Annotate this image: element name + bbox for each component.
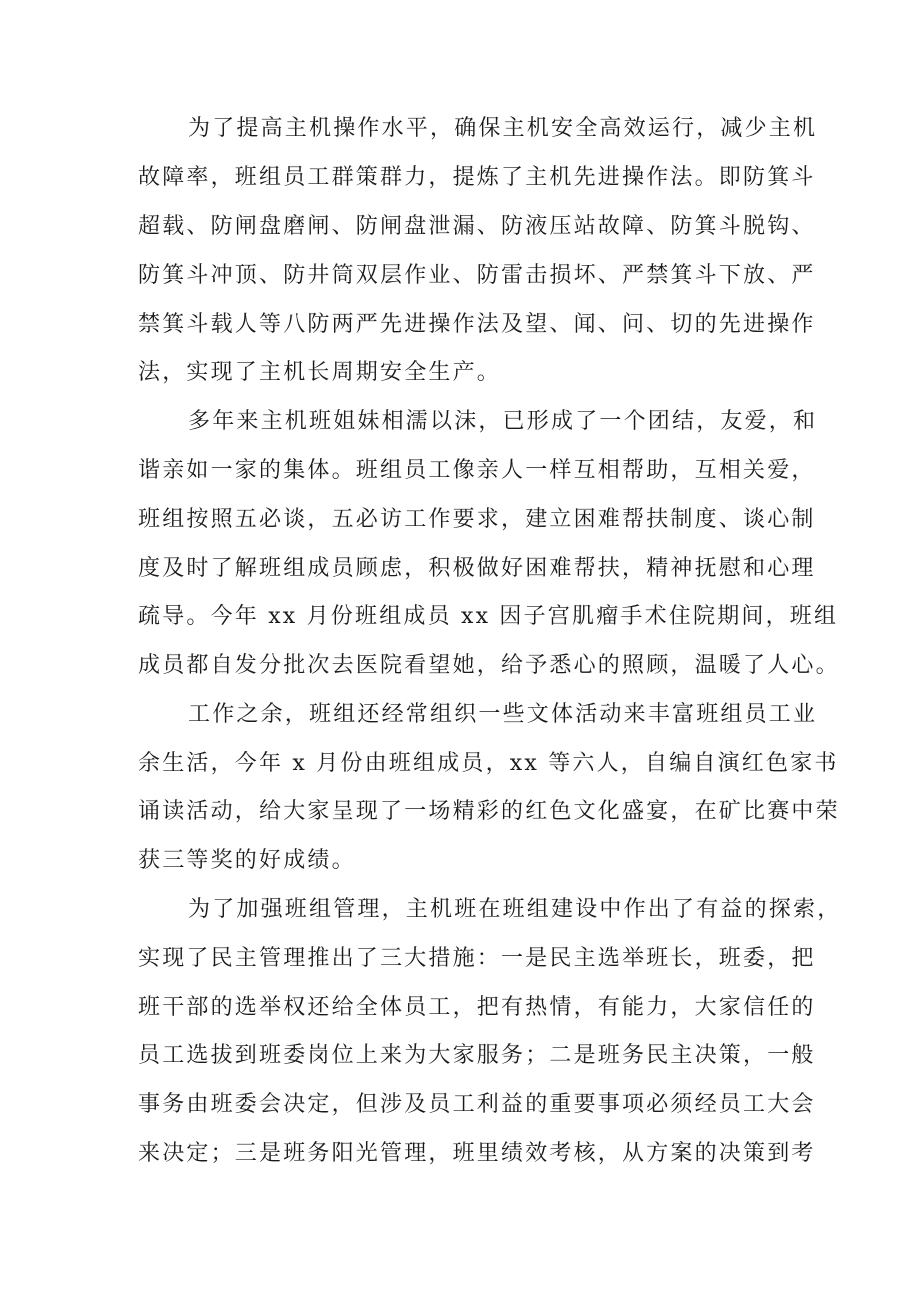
paragraph-4-line-2: 实现了民主管理推出了三大措施：一是民主选举班长，班委，把	[138, 946, 816, 971]
paragraph-1-line-5: 禁箕斗载人等八防两严先进操作法及望、闻、问、切的先进操作	[138, 312, 816, 337]
paragraph-2-line-2: 谐亲如一家的集体。班组员工像亲人一样互相帮助，互相关爱，	[138, 458, 816, 483]
paragraph-2-line-3: 班组按照五必谈，五必访工作要求，建立困难帮扶制度、谈心制	[138, 507, 816, 532]
paragraph-4-line-1: 为了加强班组管理，主机班在班组建设中作出了有益的探索，	[188, 897, 842, 922]
paragraph-1-line-3: 超载、防闸盘磨闸、防闸盘泄漏、防液压站故障、防箕斗脱钩、	[138, 214, 816, 239]
paragraph-4-line-4: 员工选拔到班委岗位上来为大家服务；二是班务民主决策，一般	[138, 1043, 816, 1068]
paragraph-2-line-6: 成员都自发分批次去医院看望她，给予悉心的照顾，温暖了人心。	[138, 653, 840, 678]
paragraph-1-line-1: 为了提高主机操作水平，确保主机安全高效运行，减少主机	[188, 116, 818, 141]
paragraph-2-line-4: 度及时了解班组成员顾虑，积极做好困难帮扶，精神抚慰和心理	[138, 556, 816, 581]
paragraph-3-line-3: 诵读活动，给大家呈现了一场精彩的红色文化盛宴，在矿比赛中荣	[138, 799, 840, 824]
paragraph-3-line-4: 获三等奖的好成绩。	[138, 848, 356, 873]
paragraph-1-line-4: 防箕斗冲顶、防井筒双层作业、防雷击损坏、严禁箕斗下放、严	[138, 263, 816, 288]
paragraph-4-line-5: 事务由班委会决定，但涉及员工利益的重要事项必须经员工大会	[138, 1092, 816, 1117]
paragraph-3-line-2: 余生活，今年 x 月份由班组成员，xx 等六人，自编自演红色家书	[138, 751, 839, 776]
paragraph-3-line-1: 工作之余，班组还经常组织一些文体活动来丰富班组员工业	[188, 702, 818, 727]
paragraph-1-line-2: 故障率，班组员工群策群力，提炼了主机先进操作法。即防箕斗	[138, 165, 816, 190]
paragraph-2-line-5: 疏导。今年 xx 月份班组成员 xx 因子宫肌瘤手术住院期间，班组	[138, 604, 839, 629]
paragraph-2-line-1: 多年来主机班姐妹相濡以沫，已形成了一个团结，友爱，和	[188, 409, 818, 434]
paragraph-4-line-3: 班干部的选举权还给全体员工，把有热情，有能力，大家信任的	[138, 995, 816, 1020]
paragraph-1-line-6: 法，实现了主机长周期安全生产。	[138, 360, 502, 385]
paragraph-4-line-6: 来决定；三是班务阳光管理，班里绩效考核，从方案的决策到考	[138, 1141, 816, 1166]
